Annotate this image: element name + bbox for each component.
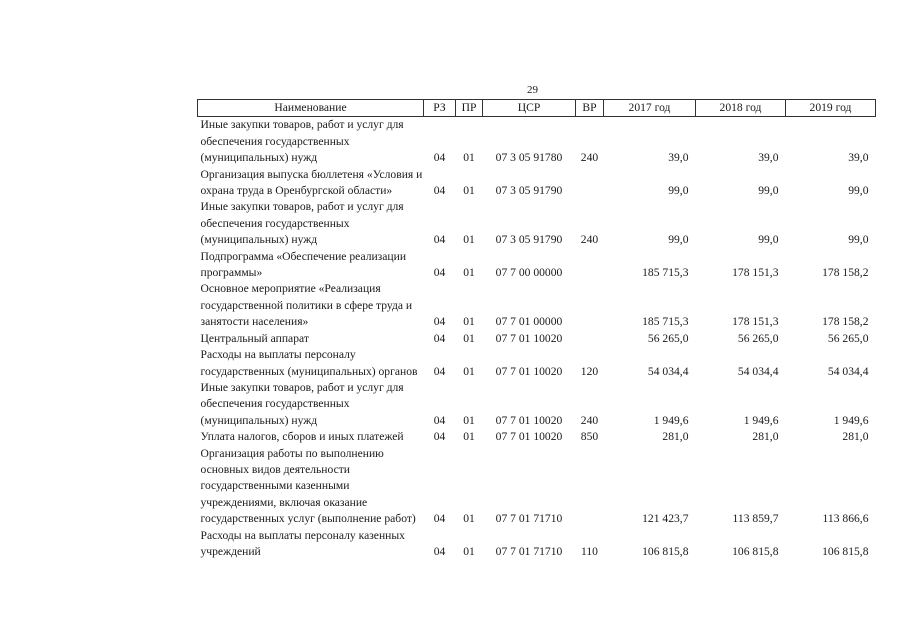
table-row [198, 528, 876, 561]
row-2018: 99,0 [758, 233, 779, 247]
row-2018: 56 265,0 [737, 331, 779, 345]
row-pr: 01 [463, 184, 475, 198]
row-pr: 01 [463, 233, 475, 247]
table-row [198, 446, 876, 528]
row-pr: 01 [463, 430, 475, 444]
row-2017: 39,0 [668, 151, 689, 165]
row-2017: 106 815,8 [642, 544, 689, 558]
row-rz: 04 [433, 315, 446, 329]
row-rz: 04 [433, 364, 446, 378]
row-vr [576, 281, 604, 330]
row-csr: 07 3 05 91790 [495, 184, 563, 198]
row-name: Центральный аппарат [200, 331, 309, 345]
row-rz: 04 [433, 151, 446, 165]
row-rz: 04 [433, 430, 446, 444]
row-rz: 04 [433, 413, 446, 427]
header-2019: 2019 год [786, 100, 876, 117]
row-csr: 07 7 00 00000 [495, 266, 563, 280]
row-vr: 110 [581, 544, 598, 558]
row-pr: 01 [463, 364, 475, 378]
row-2017: 121 423,7 [642, 512, 689, 526]
row-vr: 240 [580, 151, 599, 165]
row-vr: 240 [580, 413, 599, 427]
row-2017: 185 715,3 [642, 315, 689, 329]
row-name: Иные закупки товаров, работ и услуг для обеспечения государственных (муниципальных) нужд [200, 380, 404, 427]
row-2019: 56 265,0 [827, 331, 869, 345]
row-vr: 120 [580, 364, 599, 378]
header-2017: 2017 год [604, 100, 696, 117]
row-2019: 1 949,6 [833, 413, 869, 427]
row-2017: 281,0 [662, 430, 689, 444]
table-row [198, 249, 876, 282]
row-2018: 39,0 [758, 151, 779, 165]
row-pr: 01 [463, 331, 475, 345]
table-row [198, 281, 876, 330]
row-pr: 01 [463, 151, 475, 165]
row-rz: 04 [433, 184, 446, 198]
row-pr: 01 [463, 512, 475, 526]
row-rz: 04 [433, 266, 446, 280]
row-vr: 240 [580, 233, 599, 247]
row-csr: 07 7 01 10020 [495, 364, 563, 378]
row-name: Иные закупки товаров, работ и услуг для обеспечения государственных (муниципальных) нужд [200, 200, 404, 247]
row-rz: 04 [433, 233, 446, 247]
table-header-row [198, 100, 876, 117]
row-2019: 54 034,4 [827, 364, 869, 378]
row-2019: 106 815,8 [822, 544, 869, 558]
row-2019: 39,0 [848, 151, 869, 165]
table-row [198, 117, 876, 167]
row-vr [576, 249, 604, 282]
table-row [198, 380, 876, 429]
row-2018: 1 949,6 [743, 413, 779, 427]
table-row [198, 331, 876, 347]
row-2017: 185 715,3 [642, 266, 689, 280]
row-2017: 99,0 [668, 233, 689, 247]
row-2019: 113 866,6 [822, 512, 869, 526]
row-vr [576, 167, 604, 200]
row-csr: 07 3 05 91780 [495, 151, 563, 165]
header-rz: РЗ [424, 100, 456, 117]
row-pr: 01 [463, 413, 475, 427]
row-csr: 07 7 01 10020 [495, 331, 563, 345]
row-2019: 178 158,2 [822, 315, 869, 329]
row-vr [576, 446, 604, 528]
row-2018: 178 151,3 [732, 315, 779, 329]
header-2018: 2018 год [696, 100, 786, 117]
table-row [198, 429, 876, 445]
row-2019: 281,0 [842, 430, 869, 444]
row-2018: 178 151,3 [732, 266, 779, 280]
row-2018: 99,0 [758, 184, 779, 198]
budget-table [197, 99, 876, 560]
row-name: Иные закупки товаров, работ и услуг для обеспечения государственных (муниципальных) нужд [200, 118, 404, 165]
row-2018: 54 034,4 [737, 364, 779, 378]
row-rz: 04 [433, 512, 446, 526]
table-row [198, 347, 876, 380]
row-csr: 07 7 01 00000 [495, 315, 563, 329]
row-name: Расходы на выплаты персоналу государственных (муниципальных) органов [200, 348, 418, 378]
header-vr: ВР [576, 100, 604, 117]
row-rz: 04 [433, 544, 446, 558]
table-row [198, 167, 876, 200]
row-pr: 01 [463, 544, 475, 558]
row-csr: 07 3 05 91790 [495, 233, 563, 247]
row-2018: 281,0 [752, 430, 779, 444]
row-2019: 178 158,2 [822, 266, 869, 280]
row-2018: 106 815,8 [732, 544, 779, 558]
row-2019: 99,0 [848, 233, 869, 247]
row-csr: 07 7 01 10020 [495, 430, 563, 444]
row-vr: 850 [580, 430, 599, 444]
table-row [198, 199, 876, 248]
row-name: Подпрограмма «Обеспечение реализации программы» [200, 249, 407, 280]
row-name: Расходы на выплаты персоналу казенных учреждений [200, 528, 405, 558]
row-2017: 1 949,6 [653, 413, 689, 427]
row-vr [576, 331, 604, 347]
row-2019: 99,0 [848, 184, 869, 198]
header-name: Наименование [198, 100, 424, 117]
row-name: Уплата налогов, сборов и иных платежей [200, 430, 404, 444]
row-2017: 54 034,4 [647, 364, 689, 378]
row-name: Организация выпуска бюллетеня «Условия и охрана труда в Оренбургской области» [200, 167, 423, 198]
row-2017: 56 265,0 [647, 331, 689, 345]
row-name: Основное мероприятие «Реализация государственной политики в сфере труда и занятости населения» [200, 282, 413, 329]
header-csr: ЦСР [483, 100, 576, 117]
row-pr: 01 [463, 266, 475, 280]
header-pr: ПР [456, 100, 483, 117]
row-csr: 07 7 01 71710 [495, 544, 563, 558]
row-rz: 04 [433, 331, 446, 345]
row-csr: 07 7 01 71710 [495, 512, 563, 526]
row-name: Организация работы по выполнению основных видов деятельности государственными казенными учреждениями, включая оказание государственных услуг (выполнение работ) [200, 446, 416, 526]
row-pr: 01 [463, 315, 475, 329]
page-number: 29 [527, 84, 538, 96]
row-2017: 99,0 [668, 184, 689, 198]
row-2018: 113 859,7 [732, 512, 779, 526]
row-csr: 07 7 01 10020 [495, 413, 563, 427]
